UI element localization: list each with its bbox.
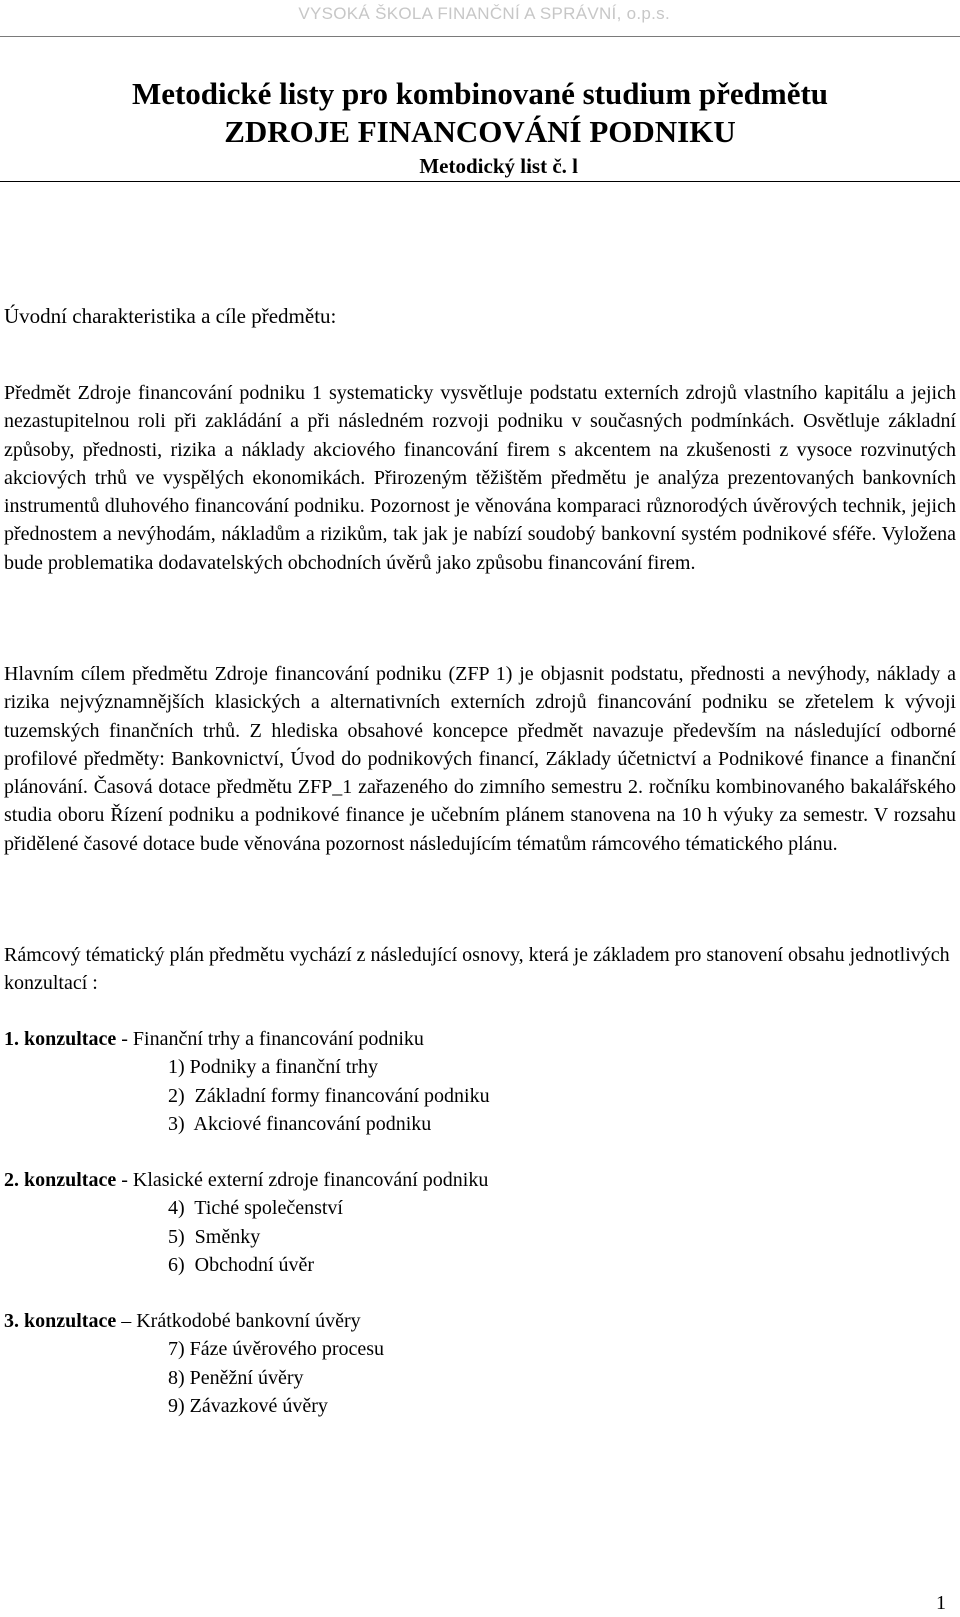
consultation-separator: – — [116, 1310, 137, 1332]
plan-paragraph: Rámcový tématický plán předmětu vychází z následující osnovy, která je základem pro stanovení obsahu jednotlivých konzultací : — [4, 944, 950, 995]
consultation-separator: - — [116, 1169, 133, 1191]
topic-item: 9) Závazkové úvěry — [168, 1394, 328, 1417]
topic-item: 2) Základní formy financování podniku — [168, 1084, 490, 1107]
section-heading: Úvodní charakteristika a cíle předmětu: — [4, 304, 337, 328]
consultation-title: Klasické externí zdroje financování podniku — [132, 1169, 489, 1191]
institution-name: VYSOKÁ ŠKOLA FINANČNÍ A SPRÁVNÍ, o.p.s. — [298, 4, 670, 23]
page-number: 1 — [936, 1592, 946, 1614]
page-header — [0, 0, 960, 37]
title-divider — [0, 181, 960, 182]
consultation-block — [4, 1307, 944, 1420]
sheet-number: Metodický list č. l — [419, 154, 578, 178]
consultation-title: Finanční trhy a financování podniku — [132, 1028, 424, 1050]
goals-paragraph: Hlavním cílem předmětu Zdroje financování podniku (ZFP 1) je objasnit podstatu, přednosti a nevýhody, náklady a rizika nejvýznamnějších klasických a alternativních externích zdrojů financování podniku se zřetelem k vývoji tuzemských finančních trhů. Z hlediska obsahové koncepce předmět navazuje především na následující odborné profilové předměty: Bankovnictví, Úvod do podnikových financí, Základy účetnictví a Podnikové finance a finanční plánování. Časová dotace předmětu ZFP_1 zařazeného do zimního semestru 2. ročníku kombinovaného bakalářského studia oboru Řízení podniku a podnikové finance je učebním plánem stanovena na 10 h výuky za semestr. V rozsahu přidělené časové dotace bude věnována pozornost následujícím tématům rámcového tématického plánu. — [4, 663, 956, 855]
subject-name: ZDROJE FINANCOVÁNÍ PODNIKU — [224, 114, 736, 149]
intro-paragraph: Předmět Zdroje financování podniku 1 systematicky vysvětluje podstatu externích zdrojů vlastního kapitálu a jejich nezastupitelnou roli při zakládání a při následném rozvoji podniku v současných podmínkách. Osvětluje základní způsoby, přednosti, rizika a náklady akciového financování firem s akcentem na zkušenosti z vysoce rozvinutých akciových trhů ve vyspělých ekonomikách. Přirozeným těžištěm předmětu je analýza prezentovaných bankovních instrumentů dluhového financování podniku. Pozornost je věnována komparaci různorodých úvěrových technik, jejich přednostem a nevýhodám, nákladům a rizikům, tak jak je nabízí soudobý bankovní systém podnikové sféře. Vyložena bude problematika dodavatelských obchodních úvěrů jako způsobu financování firem. — [4, 382, 956, 574]
topic-item: 6) Obchodní úvěr — [168, 1253, 315, 1276]
consultation-block — [4, 1166, 944, 1279]
topic-item: 7) Fáze úvěrového procesu — [168, 1338, 385, 1361]
topic-item: 3) Akciové financování podniku — [168, 1112, 432, 1135]
topic-item: 8) Peněžní úvěry — [168, 1366, 304, 1389]
consultation-block — [4, 1025, 944, 1138]
document-title: Metodické listy pro kombinované studium předmětu — [131, 76, 829, 111]
consultation-heading — [4, 1307, 944, 1335]
consultation-heading — [4, 1025, 944, 1053]
consultation-title: Krátkodobé bankovní úvěry — [136, 1310, 361, 1332]
topic-item: 4) Tiché společenství — [168, 1197, 343, 1220]
consultation-separator: - — [116, 1028, 133, 1050]
consultation-number: 1. konzultace — [4, 1028, 117, 1050]
topic-item: 1) Podniky a finanční trhy — [168, 1056, 378, 1079]
consultation-heading — [4, 1166, 944, 1194]
consultation-number: 2. konzultace — [4, 1169, 117, 1191]
consultation-number: 3. konzultace — [4, 1310, 117, 1332]
topic-item: 5) Směnky — [168, 1225, 261, 1248]
document-title-block — [0, 75, 960, 181]
